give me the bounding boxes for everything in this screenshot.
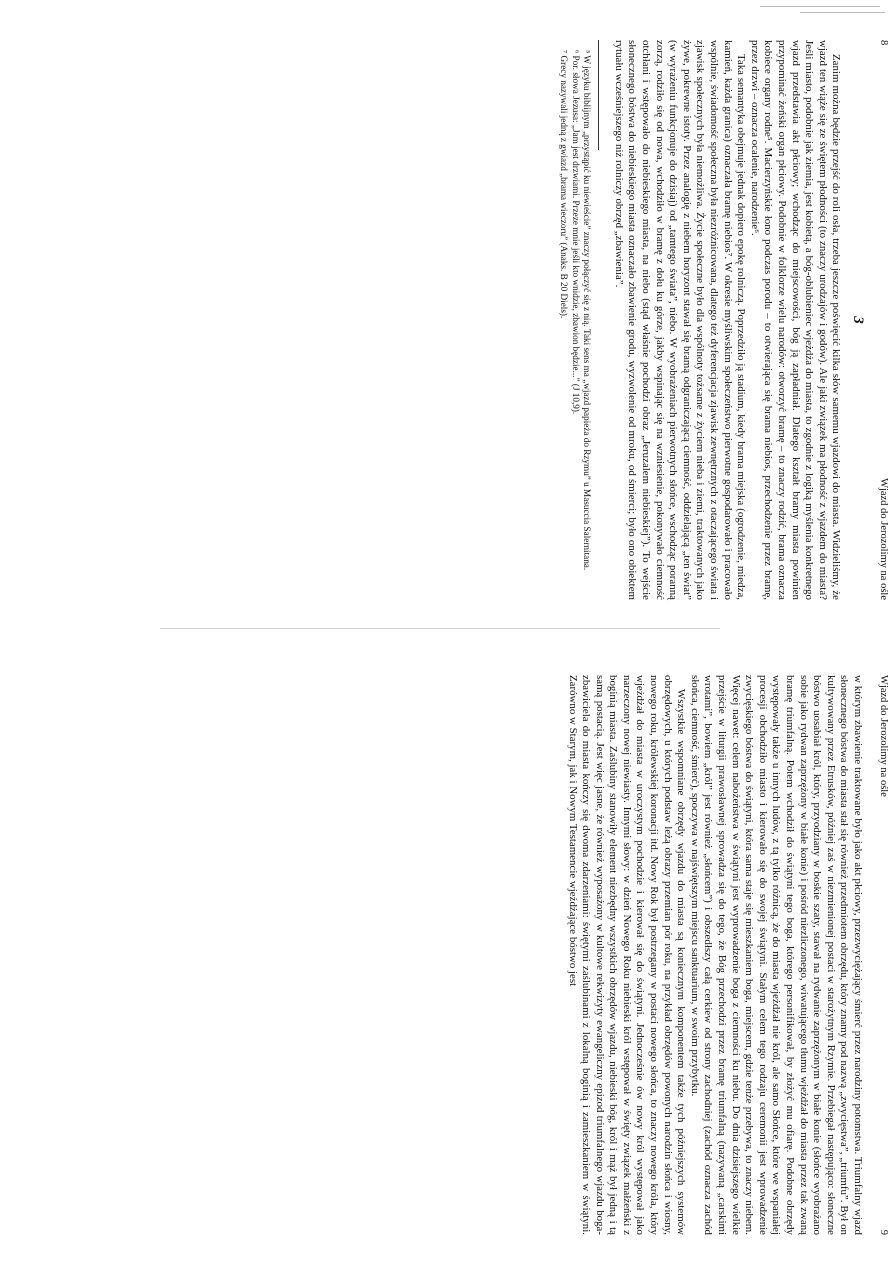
section-number: 3 [850,316,866,324]
page-number: 9 [878,1229,889,1235]
paragraph: Zanim można będzie przejść do roli osła, trzeba jeszcze poświęcić kilka słów samemu wjazdowi do miasta. Widzieliśmy, że wjazd ten wiąże się ze świętem płodności (to znaczy urodzajów i godów). Ale jaki związek ma płodność z wjazdem do miasta? Jeśli miasto, podobnie jak ziemia, jest kobietą, a bóg-oblubieniec wjeżdża do miasta, to zgodnie z logiką myślenia konkretnego wjazd przedstawia akt płciowy; wchodząc do miejscowości, bóg ją zapładniał. Dlatego kształt bramy miasta powinien przypominać żeński organ płciowy. Podobnie w folklorze wielu narodów: otworzyć bramę – to znaczy rodzić, brama oznacza kobiece organy rodne⁵. Macierzyńskie łono podczas porodu – to otwierająca się brama niebios, przechodzenie przez bramę, przez drzwi – oznacza ocalenie, narodzenie⁶. [748,40,843,600]
page-8-header [872,40,890,600]
footnote-rule [598,40,599,150]
page-8 [560,40,890,600]
running-title: Wjazd do Jerozolimy na ośle [878,675,889,797]
paragraph: w którym zbawienie traktowane było jako akt płciowy, przezwyciężający śmierć przez narodziny potomstwa. Triumfalny wjazd słonecznego bóstwa do miasta stał się również przedmiotem obrzędu, który znamy pod nazwą „zwycięstwa”, „triumfu”. Był on kultywowany przez Etrusków, później zaś w niezmienionej postaci w starożytnym Rzymie. Przebiegał następująco: słoneczne bóstwo uosabiał król, który, przyodziany w boskie szaty, stawał na rydwanie zaprzężonym w białe konie (słońce wyobrażano sobie jako rydwan zaprzężony w białe konie) i pośród niezliczonego, wiwatującego tłumu wjeżdżał do miasta przez tak zwaną bramę triumfalną. Potem wchodził do świątyni tego boga, którego personifikował, by złożyć mu ofiarę. Podobne obrzędy występowały także u innych ludów, z tą tylko różnicą, że do miasta wjeżdżał nie król, ale samo Słońce, które we wspaniałej procesji obchodziło miasto i kierowało się do swojej świątyni. Stałym celem tego rodzaju ceremonii jest wprowadzenie zwycięskiego bóstwa do świątyni, która sama staje się mieszkaniem boga, miejscem, gdzie tenże przebywa, to znaczy niebem. Więcej nawet: celem nabożeństwa w świątyni jest wyprowadzenie boga z ciemności ku niebu. Do dnia dzisiejszego wielkie przejście w liturgii prawosławnej sprowadza się do tego, że Bóg przechodzi przez bramę triumfalną (nazywaną „carskimi wrotami”, bowiem „król” jest również „słońcem”) i obszedłszy całą cerkiew od strony zachodniej (zachód oznacza zachód słońca, ciemność, śmierć), spoczywa w najświętszym miejscu sanktuarium, w swoim przybytku. [688,675,864,1235]
paragraph: Wszystkie wspomniane obrzędy wjazdu do miasta są koniecznym komponentem także tych późniejszych systemów obrzędowych, u których podstaw leżą obrazy przemian pór roku, na przykład obrzędów powonych narodzin słońca i wiosny, nowego roku, królewskiej koronacji itd. Nowy Rok był postrzegany w postaci nowego słońca, to znaczy nowego króla, który wjeżdżał do miasta w uroczystym pochodzie i kierował się do świątyni. Jednocześnie ów nowy król występował jako narzeczony nowej niewiasty. Innymi słowy: w dzień Nowego Roku niebieski król wstępował w święty związek małżeński z boginią miasta. Zaślubiny stanowiły element niezbędny wszystkich obrzędów wjazdu, niebieski bóg, król i mąż był jedną i tą samą postacią. Jest więc jasne, że również wyposażony w kultowe rekwizyty ewangeliczny epizod triumfalnego wjazdu boga-zbawiciela do miasta kończy się dwoma zdarzeniami: świętymi zaślubinami z lokalną boginią i zamieszkaniem w świątyni. Zarówno w Starym, jak i Nowym Testamencie wjeżdżające bóstwo jest [566,675,688,1235]
running-title: Wjazd do Jerozolimy na ośle [878,478,889,600]
scan-artifact [760,6,880,7]
page-number: 8 [878,40,889,46]
page-9 [560,675,890,1235]
footnote: ⁷ Grecy nazywali jedną z gwiazd „brama wieczoru” (Anaks. B 20 Diels). [559,50,570,319]
paragraph: Taka semantyka obejmuje jednak dopiero epokę rolniczą. Poprzedziło ją stadium, kiedy brama miejska (ogrodzenie, miedza, kamień, każda granica) oznaczała bramę niebios⁷. W okresie myśliwskim społeczeństwo pierwotne gospodarowało i pracowało wspólnie, świadomość społeczna była niezróżnicowana, dlatego też dyferencjacja zjawisk zewnętrznych z otaczającego świata i zjawisk społecznych była niemożliwa. Życie społeczne było dla wspólnoty tożsame z życiem nieba i ziemi, traktowanych jako żywe, pokrewne istoty. Przez analogię z niebem horyzont stawał się bramą odgraniczającą ciemność, oddzielającą „ten świat” (w wyrażeniu funkcjonuje do dzisiaj) od „tamtego świata”, niebo. W wyobrażeniach pierwotnych słońce, wschodząc poranną zorzą, rodziło się od nowa, wchodziło w bramę z dołu ku górze, jakby wspinając się na wzniesienie, pokonywało ciemność otchłani i wstępowało do niebieskiego miasta, na niebo (stąd właśnie pochodzi obraz „Jeruzalem niebieskiej”). To wejście słonecznego bóstwa do niebieskiego miasta oznaczało zbawienie grodu, wyzwolenie od mroku, od śmierci; było ono obiektem rytuału wcześniejszego niż rolniczy obrzęd „zbawienia”. [612,40,748,600]
page-fold-line [160,628,720,629]
footnote: ⁵ W języku biblijnym „przystąpić ku niewieście” znaczy połączyć się z nią. Taki sens ma „wjazd papieża do Rzymu” u Masuccia Salernitana. [582,50,593,571]
scan-artifact [800,12,885,13]
page-9-header [872,675,890,1235]
footnote: ⁶ Por. słowa Jezusa: „Jam jest drzwiami. Przeze mnie jeśli kto wnidzie, zbawion będzie...” (J 10,9). [570,50,581,415]
